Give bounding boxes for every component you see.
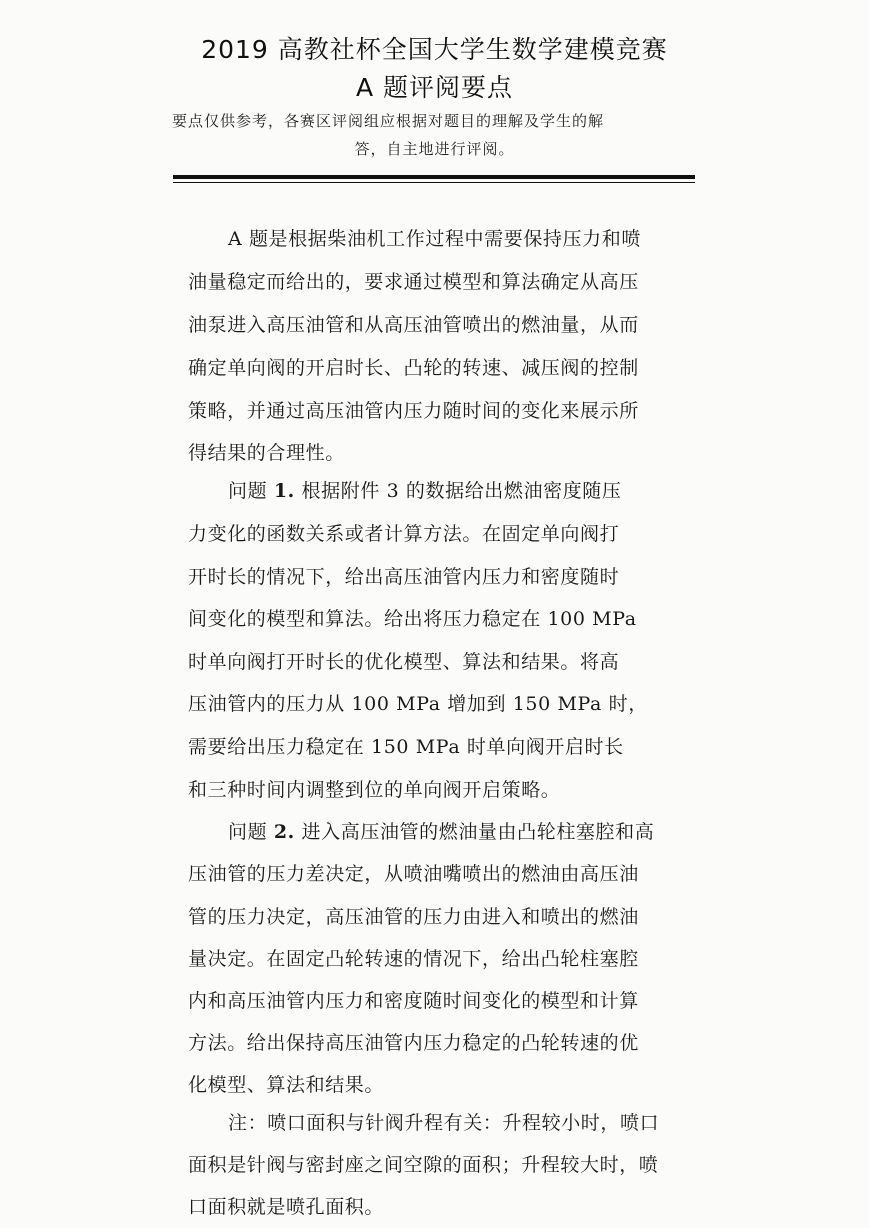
header-divider-thick (173, 175, 695, 179)
nozzle-note-line: 面积是针阀与密封座之间空隙的面积；升程较大时，喷 (188, 1154, 659, 1176)
problem1-number: 1. (273, 480, 295, 502)
nozzle-note-line: 口面积就是喷孔面积。 (188, 1196, 385, 1218)
intro-line: 油泵进入高压油管和从高压油管喷出的燃油量，从而 (188, 314, 639, 336)
nozzle-note-line: 注：喷口面积与针阀升程有关：升程较小时，喷口 (228, 1112, 660, 1134)
header-divider-thin (173, 182, 695, 183)
review-note-line1: 要点仅供参考，各赛区评阅组应根据对题目的理解及学生的解 (172, 112, 605, 130)
document-title-line2: A 题评阅要点 (355, 73, 514, 102)
problem2-line: 方法。给出保持高压油管内压力稳定的凸轮转速的优 (188, 1032, 639, 1054)
problem2-number: 2. (273, 821, 295, 843)
problem1-heading (228, 476, 622, 503)
problem2-label: 问题 (228, 821, 268, 843)
problem2-line: 内和高压油管内压力和密度随时间变化的模型和计算 (188, 990, 639, 1012)
document-title-line1: 2019 高教社杯全国大学生数学建模竞赛 (201, 35, 668, 64)
problem2-line: 化模型、算法和结果。 (188, 1074, 385, 1096)
intro-line: 策略，并通过高压油管内压力随时间的变化来展示所 (188, 400, 639, 422)
problem1-line: 间变化的模型和算法。给出将压力稳定在 100 MPa (188, 608, 637, 630)
intro-line: 确定单向阀的开启时长、凸轮的转速、减压阀的控制 (188, 357, 639, 379)
problem1-first-text: 根据附件 3 的数据给出燃油密度随压 (301, 480, 622, 502)
intro-line: 油量稳定而给出的，要求通过模型和算法确定从高压 (188, 271, 639, 293)
problem1-line: 压油管内的压力从 100 MPa 增加到 150 MPa 时， (188, 693, 648, 715)
problem1-line: 力变化的函数关系或者计算方法。在固定单向阀打 (188, 523, 620, 545)
problem1-line: 开时长的情况下，给出高压油管内压力和密度随时 (188, 566, 620, 588)
problem2-line: 管的压力决定，高压油管的压力由进入和喷出的燃油 (188, 906, 639, 928)
intro-line: A 题是根据柴油机工作过程中需要保持压力和喷 (228, 228, 641, 250)
problem2-heading (228, 817, 654, 844)
problem2-line: 压油管的压力差决定，从喷油嘴喷出的燃油由高压油 (188, 863, 639, 885)
problem2-first-text: 进入高压油管的燃油量由凸轮柱塞腔和高 (301, 821, 655, 843)
review-note-line2: 答，自主地进行评阅。 (354, 140, 515, 158)
problem2-line: 量决定。在固定凸轮转速的情况下，给出凸轮柱塞腔 (188, 948, 639, 970)
problem1-line: 需要给出压力稳定在 150 MPa 时单向阀开启时长 (188, 736, 624, 758)
problem1-label: 问题 (228, 480, 268, 502)
problem1-line: 时单向阀打开时长的优化模型、算法和结果。将高 (188, 651, 620, 673)
problem1-line: 和三种时间内调整到位的单向阀开启策略。 (188, 779, 561, 801)
intro-line: 得结果的合理性。 (188, 442, 345, 464)
